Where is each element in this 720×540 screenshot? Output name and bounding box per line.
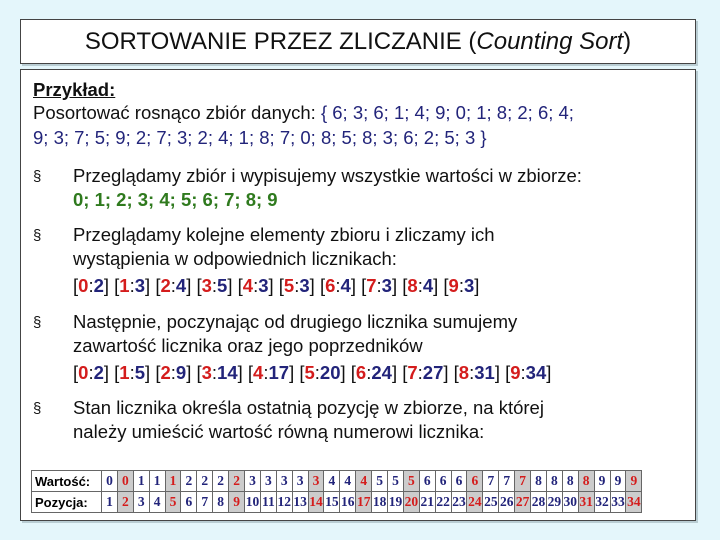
- intro-line-2: 9; 3; 7; 5; 9; 2; 7; 3; 2; 4; 1; 8; 7; 0; 8; 5; 8; 3; 6; 2; 5; 3 }: [33, 127, 487, 148]
- step2-line1: Przeglądamy kolejne elementy zbioru i zliczamy ich: [73, 224, 495, 245]
- value-cell: 4: [340, 471, 356, 492]
- step2-counter-key: 1: [119, 275, 130, 296]
- position-cell: 10: [245, 492, 261, 513]
- position-cell: 33: [610, 492, 626, 513]
- position-cell: 26: [499, 492, 515, 513]
- step4-line1: Stan licznika określa ostatnią pozycję w zbiorze, na której: [73, 397, 544, 418]
- step3-counter-key: 4: [253, 362, 264, 383]
- step3-line2: zawartość licznika oraz jego poprzedników: [73, 335, 423, 356]
- value-cell: 1: [149, 471, 165, 492]
- value-cell: 8: [578, 471, 594, 492]
- step2-counter-key: 3: [201, 275, 212, 296]
- position-cell: 3: [133, 492, 149, 513]
- values-row: [32, 471, 642, 492]
- title-text: SORTOWANIE PRZEZ ZLICZANIE (Counting Sort): [84, 27, 632, 55]
- intro-line-1: Posortować rosnąco zbiór danych: { 6; 3; 6; 1; 4; 9; 0; 1; 8; 2; 6; 4;: [33, 102, 574, 123]
- position-cell: 11: [260, 492, 276, 513]
- position-cell: 4: [149, 492, 165, 513]
- value-cell: 7: [483, 471, 499, 492]
- step3-counter-value: 34: [525, 362, 547, 383]
- step2-counter-6: [6:4]: [319, 275, 356, 296]
- position-cell: 29: [546, 492, 562, 513]
- value-cell: 3: [260, 471, 276, 492]
- step3-counter-key: 0: [78, 362, 89, 383]
- value-cell: 2: [197, 471, 213, 492]
- position-cell: 23: [451, 492, 467, 513]
- step3-counter-key: 5: [304, 362, 315, 383]
- position-cell: 24: [467, 492, 483, 513]
- positions-row-label: Pozycja:: [32, 492, 102, 513]
- value-cell: 3: [245, 471, 261, 492]
- step3-counter-key: 9: [510, 362, 521, 383]
- value-cell: 0: [117, 471, 133, 492]
- position-cell: 34: [626, 492, 642, 513]
- value-cell: 2: [229, 471, 245, 492]
- step3-counter-value: 9: [175, 362, 187, 383]
- position-cell: 5: [165, 492, 181, 513]
- step2-counter-value: 4: [422, 275, 434, 296]
- position-cell: 8: [213, 492, 229, 513]
- step2-counter-key: 7: [366, 275, 377, 296]
- position-cell: 9: [229, 492, 245, 513]
- step3-counter-5: [5:20]: [299, 362, 346, 383]
- bullet-icon: §: [33, 227, 42, 244]
- step2-counter-2: [2:4]: [155, 275, 192, 296]
- position-cell: 18: [372, 492, 388, 513]
- step2-counter-key: 2: [160, 275, 171, 296]
- value-cell: 9: [610, 471, 626, 492]
- step3-counter-value: 17: [268, 362, 290, 383]
- step3-counter-4: [4:17]: [247, 362, 295, 383]
- step3-counter-key: 2: [160, 362, 171, 383]
- value-cell: 5: [403, 471, 419, 492]
- step3-counter-value: 24: [371, 362, 392, 383]
- step2-counter-key: 6: [325, 275, 336, 296]
- step2-counter-key: 5: [283, 275, 295, 296]
- slide-title: [20, 19, 696, 64]
- value-cell: 5: [388, 471, 404, 492]
- value-cell: 2: [181, 471, 197, 492]
- step2-counter-value: 4: [340, 275, 351, 296]
- step2-counter-value: 5: [217, 275, 228, 296]
- step3-counter-value: 27: [422, 362, 444, 383]
- step3-counters: [73, 361, 551, 384]
- position-cell: 1: [102, 492, 118, 513]
- step2-counter-5: [5:3]: [278, 275, 315, 296]
- step1-line1: Przeglądamy zbiór i wypisujemy wszystkie wartości w zbiorze:: [73, 165, 582, 186]
- value-cell: 4: [356, 471, 372, 492]
- value-cell: 1: [165, 471, 181, 492]
- step3-counter-key: 6: [355, 362, 367, 383]
- bullet-icon: §: [33, 400, 42, 417]
- value-cell: 3: [292, 471, 308, 492]
- position-cell: 12: [276, 492, 292, 513]
- position-cell: 2: [117, 492, 133, 513]
- step2-counter-7: [7:3]: [361, 275, 398, 296]
- step2-counter-8: [8:4]: [402, 275, 439, 296]
- position-cell: 27: [515, 492, 531, 513]
- step4-line2: należy umieścić wartość równą numerowi licznika:: [73, 421, 485, 442]
- position-cell: 21: [419, 492, 435, 513]
- step2-counters: [73, 274, 479, 297]
- positions-row: [32, 492, 642, 513]
- value-cell: 1: [133, 471, 149, 492]
- position-cell: 19: [388, 492, 404, 513]
- position-cell: 6: [181, 492, 197, 513]
- step2-counter-3: [3:5]: [196, 275, 233, 296]
- position-cell: 28: [531, 492, 547, 513]
- step2-counter-4: [4:3]: [237, 275, 274, 296]
- step2-counter-value: 3: [463, 275, 475, 296]
- position-table: [31, 470, 642, 513]
- value-cell: 7: [499, 471, 515, 492]
- step3-counter-3: [3:14]: [196, 362, 243, 383]
- position-cell: 7: [197, 492, 213, 513]
- step2-counter-value: 4: [175, 275, 187, 296]
- step2-counter-value: 3: [258, 275, 269, 296]
- step2-counter-0: [0:2]: [73, 275, 110, 296]
- position-cell: 17: [356, 492, 372, 513]
- step3-counter-value: 20: [319, 362, 341, 383]
- step3-counter-key: 3: [201, 362, 212, 383]
- step3-counter-9: [9:34]: [505, 362, 552, 383]
- position-cell: 31: [578, 492, 594, 513]
- step2-counter-key: 8: [407, 275, 418, 296]
- value-cell: 3: [308, 471, 324, 492]
- value-cell: 8: [531, 471, 547, 492]
- position-cell: 20: [403, 492, 419, 513]
- value-cell: 6: [435, 471, 451, 492]
- step3-counter-6: [6:24]: [350, 362, 398, 383]
- step3-counter-value: 31: [474, 362, 495, 383]
- value-cell: 2: [213, 471, 229, 492]
- step2-counter-key: 9: [448, 275, 459, 296]
- step2-counter-value: 3: [134, 275, 146, 296]
- value-cell: 3: [276, 471, 292, 492]
- step2-counter-key: 4: [242, 275, 254, 296]
- value-cell: 5: [372, 471, 388, 492]
- bullet-icon: §: [33, 168, 42, 185]
- position-cell: 25: [483, 492, 499, 513]
- value-cell: 7: [515, 471, 531, 492]
- value-cell: 8: [546, 471, 562, 492]
- value-cell: 6: [467, 471, 483, 492]
- example-heading: Przykład:: [33, 79, 116, 100]
- position-cell: 16: [340, 492, 356, 513]
- step3-counter-8: [8:31]: [453, 362, 500, 383]
- values-row-label: Wartość:: [32, 471, 102, 492]
- value-cell: 9: [594, 471, 610, 492]
- step3-counter-7: [7:27]: [402, 362, 449, 383]
- step2-counter-value: 3: [381, 275, 392, 296]
- position-cell: 15: [324, 492, 340, 513]
- value-cell: 0: [102, 471, 118, 492]
- position-cell: 30: [562, 492, 578, 513]
- position-cell: 22: [435, 492, 451, 513]
- step2-counter-value: 3: [299, 275, 310, 296]
- step3-counter-key: 7: [407, 362, 418, 383]
- step2-counter-1: [1:3]: [114, 275, 151, 296]
- position-cell: 32: [594, 492, 610, 513]
- bullet-icon: §: [33, 314, 42, 331]
- step1-values: 0; 1; 2; 3; 4; 5; 6; 7; 8; 9: [73, 189, 278, 210]
- step2-counter-key: 0: [78, 275, 89, 296]
- step2-counter-value: 2: [93, 275, 104, 296]
- step3-line1: Następnie, poczynając od drugiego licznika sumujemy: [73, 311, 518, 332]
- value-cell: 6: [451, 471, 467, 492]
- step3-counter-value: 14: [217, 362, 238, 383]
- step3-counter-key: 8: [458, 362, 470, 383]
- content-panel: [20, 69, 696, 521]
- step3-counter-value: 2: [93, 362, 104, 383]
- step3-counter-1: [1:5]: [114, 362, 151, 383]
- step2-counter-9: [9:3]: [443, 275, 480, 296]
- step3-counter-2: [2:9]: [155, 362, 192, 383]
- value-cell: 8: [562, 471, 578, 492]
- position-cell: 13: [292, 492, 308, 513]
- position-cell: 14: [308, 492, 324, 513]
- value-cell: 4: [324, 471, 340, 492]
- value-cell: 6: [419, 471, 435, 492]
- step3-counter-value: 5: [134, 362, 146, 383]
- value-cell: 9: [626, 471, 642, 492]
- step2-line2: wystąpienia w odpowiednich licznikach:: [73, 248, 397, 269]
- step3-counter-0: [0:2]: [73, 362, 110, 383]
- step3-counter-key: 1: [119, 362, 130, 383]
